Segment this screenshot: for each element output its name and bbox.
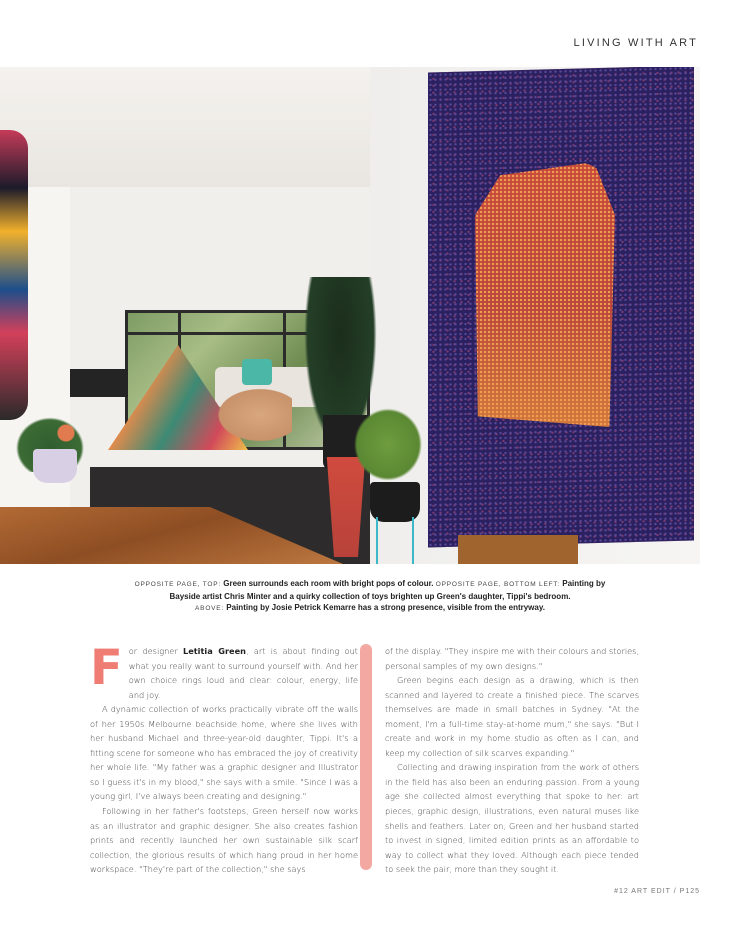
caption-label: OPPOSITE PAGE, BOTTOM LEFT: [435, 581, 561, 588]
article-column-left [90, 640, 358, 877]
left-artwork [0, 130, 28, 420]
article-paragraph: of the display. "They inspire me with their colours and stories, personal samples of my own designs." [385, 646, 639, 671]
caption-label: ABOVE: [195, 605, 225, 612]
dot-painting-shape [475, 162, 615, 427]
plant-stand [376, 517, 414, 564]
photo-dog [212, 385, 292, 445]
side-table [458, 535, 578, 564]
photo-shelf [70, 369, 128, 397]
small-plant [348, 402, 428, 487]
photo-caption [120, 578, 620, 615]
article-paragraph: A dynamic collection of works practically vibrate off the walls of her 1950s Melbourne beachside home, where she lives with her husband Michael and three-year-old daughter, Tippi. It's a fitting scene for someone who has embraced the joy of creativity her whole life. "My father was a graphic designer and Illustrator so I guess it's in my blood," she says with a smile. "Since I was a young girl, I've always been creating and designing." [90, 704, 358, 802]
caption-label: OPPOSITE PAGE, TOP: [134, 581, 221, 588]
intro-rest: , art is about finding out what you really want to surround yourself with. And her own choice rings loud and clear: colour, energy, life and joy. [128, 646, 358, 700]
photo-cushion [242, 359, 272, 385]
interior-photo [0, 67, 700, 564]
small-pot [370, 482, 420, 522]
caption-text: Painting by Bayside artist Chris Minter and a quirky collection of toys brighten up Green's daughter, Tippi's bedroom. [169, 579, 606, 601]
caption-text: Green surrounds each room with bright pops of colour. [223, 579, 434, 588]
article-paragraph: Collecting and drawing inspiration from the work of others in the field has also been an enduring passion. From a young age she collected almost everything that spoke to her: art pieces, graphic design, illustrations, even natural muses like shells and feathers. Later on, Green and her husband started to invest in signed, limited edition prints as an affordable to way to collect what they loved. Although each piece tended to seek the pair, more than they sought it. [385, 762, 639, 875]
article-paragraph: Following in her father's footsteps, Green herself now works as an illustrator and graphic designer. She also creates fashion prints and recently launched her own sustainable silk scarf collection, the glorious results of which hang proud in her home workspace. "They're part of the collection," she says [90, 806, 358, 875]
column-divider [360, 644, 372, 870]
intro-lead: or designer [128, 646, 183, 656]
article-column-right [385, 644, 639, 877]
caption-text: Painting by Josie Petrick Kemarre has a strong presence, visible from the entryway. [226, 603, 545, 612]
subject-name: Letitia Green [183, 646, 246, 656]
article-paragraph: Green begins each design as a drawing, which is then scanned and layered to create a finished piece. The scarves themselves are made in small batches in Sydney. "At the moment, I'm a full-time stay-at-home mum," she says. "But I create and work in my home studio as often as I can, and keep my collection of silk scarves expanding." [385, 675, 639, 758]
drop-cap: F [90, 640, 123, 696]
section-label: LIVING WITH ART [573, 37, 698, 49]
article-paragraph [90, 640, 358, 702]
photo-ceiling [0, 67, 380, 187]
page-folio: #12 ART EDIT / P125 [614, 888, 700, 895]
flower-pot [33, 449, 77, 483]
